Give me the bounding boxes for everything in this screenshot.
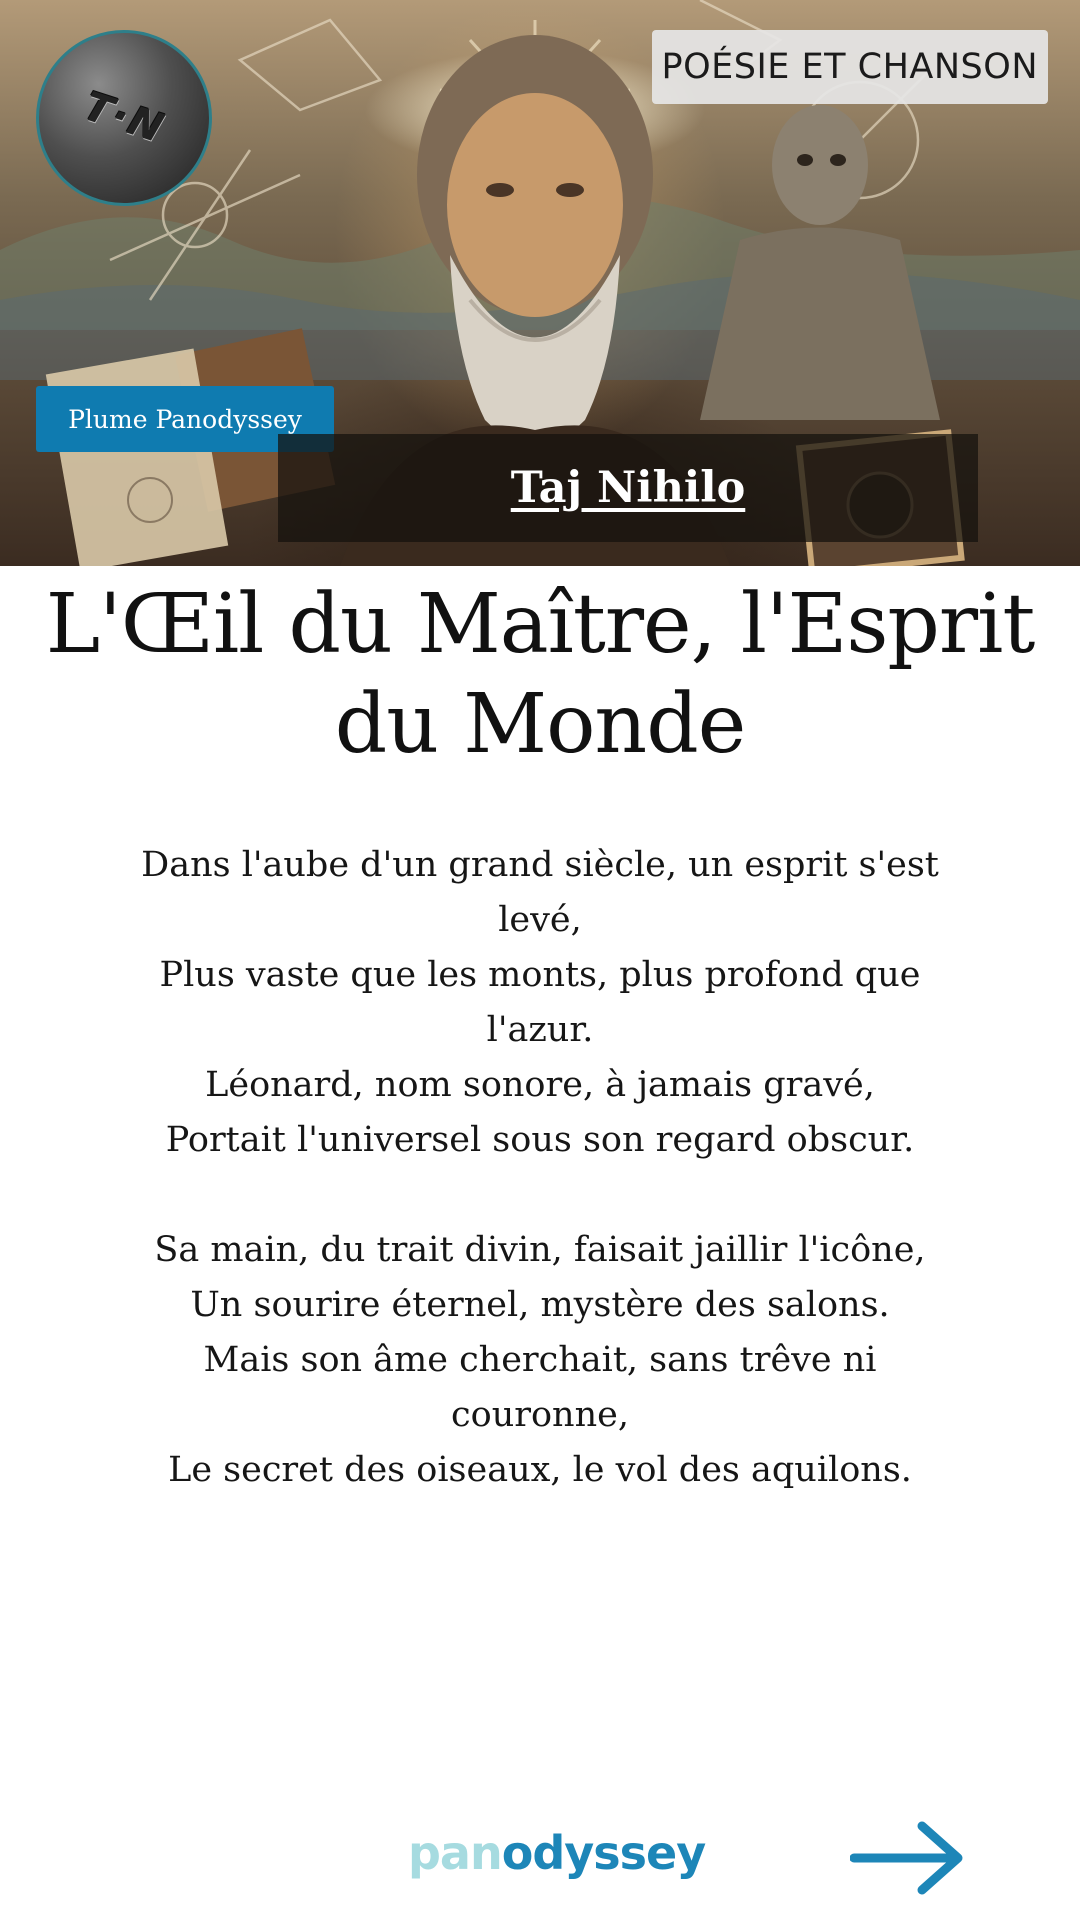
logo-text-pan: pan — [408, 1826, 502, 1880]
stanza — [130, 838, 950, 1168]
poem-line: Un sourire éternel, mystère des salons. — [190, 1285, 890, 1325]
avatar-monogram: T·N — [73, 84, 175, 152]
poem-line: Dans l'aube d'un grand siècle, un esprit s'est levé, — [141, 845, 939, 940]
panodyssey-logo[interactable] — [408, 1826, 705, 1880]
author-avatar[interactable] — [36, 30, 212, 206]
hero-banner — [0, 0, 1080, 566]
category-label[interactable]: POÉSIE ET CHANSON — [652, 30, 1049, 104]
poem-line: Plus vaste que les monts, plus profond que l'azur. — [159, 955, 921, 1050]
poem-line: Portait l'universel sous son regard obscur. — [165, 1120, 915, 1160]
poem-body — [130, 838, 950, 1553]
author-bar — [278, 434, 978, 542]
poem-line: Léonard, nom sonore, à jamais gravé, — [205, 1065, 875, 1105]
arrow-right-icon[interactable] — [850, 1818, 968, 1898]
author-name-link[interactable]: Taj Nihilo — [510, 463, 746, 513]
poem-title: L'Œil du Maître, l'Esprit du Monde — [45, 577, 1035, 772]
poem-line: Mais son âme cherchait, sans trêve ni couronne, — [203, 1340, 877, 1435]
poem-line: Sa main, du trait divin, faisait jaillir l'icône, — [154, 1230, 926, 1270]
logo-text-odyssey: odyssey — [501, 1826, 706, 1880]
stanza — [130, 1223, 950, 1498]
tag-badge[interactable]: Plume Panodyssey — [36, 386, 334, 452]
poem-line: Le secret des oiseaux, le vol des aquilons. — [168, 1450, 912, 1490]
